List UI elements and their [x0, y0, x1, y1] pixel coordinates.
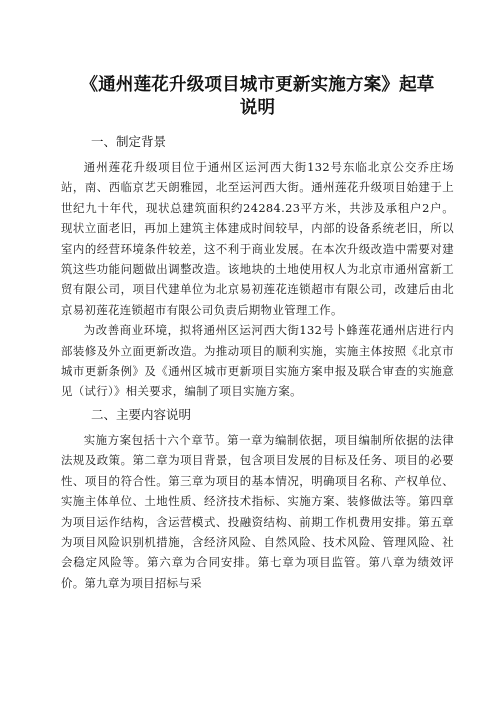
title-line-2: 说明 — [239, 98, 276, 118]
section-main-content — [61, 406, 454, 593]
main-content-paragraph-1: 实施方案包括十六个章节。第一章为编制依据，项目编制所依据的法律法规及政策。第二章为项目背景，包含项目发展的目标及任务、项目的必要性、项目的符合性。第三章为项目的基本情况，明确项目名称、产权单位、实施主体单位、土地性质、经济技术指标、实施方案、装修做法等。第四章为项目运作结构，含运营模式、投融资结构、前期工作机费用安排。第五章为项目风险识别机措施，含经济风险、自然风险、技术风险、管理风险、社会稳定风险等。第六章为合同安排。第七章为项目监管。第八章为绩效评价。第九章为项目招标与采 — [61, 432, 454, 590]
document-title — [61, 74, 454, 120]
section-heading-main-content: 二、主要内容说明 — [91, 406, 192, 422]
section-background — [61, 133, 454, 402]
title-line-1: 《通州莲花升级项目城市更新实施方案》起草 — [80, 75, 435, 95]
background-paragraph-1: 通州莲花升级项目位于通州区运河西大街132号东临北京公交乔庄场站，南、西临京艺天朗雅园，北至运河西大街。通州莲花升级项目始建于上世纪九十年代，现状总建筑面积约24284.23平方米，共涉及承租户2户。现状立面老旧，再加上建筑主体建成时间较早，内部的设备系统老旧，所以室内的经营环境条件较差，这不利于商业发展。在本次升级改造中需要对建筑这些功能问题做出调整改造。该地块的土地使用权人为北京市通州富新工贸有限公司，项目代建单位为北京易初莲花连锁超市有限公司，改建后由北京易初莲花连锁超市有限公司负责后期物业管理工作。 — [61, 160, 454, 317]
section-heading-background: 一、制定背景 — [91, 134, 167, 149]
background-paragraph-2: 为改善商业环境，拟将通州区运河西大街132号卜蜂莲花通州店进行内部装修及外立面更新改造。为推动项目的顺利实施，实施主体按照《北京市城市更新条例》及《通州区城市更新项目实施方案申报及联合审查的实施意见（试行）》相关要求，编制了项目实施方案。 — [61, 323, 454, 399]
